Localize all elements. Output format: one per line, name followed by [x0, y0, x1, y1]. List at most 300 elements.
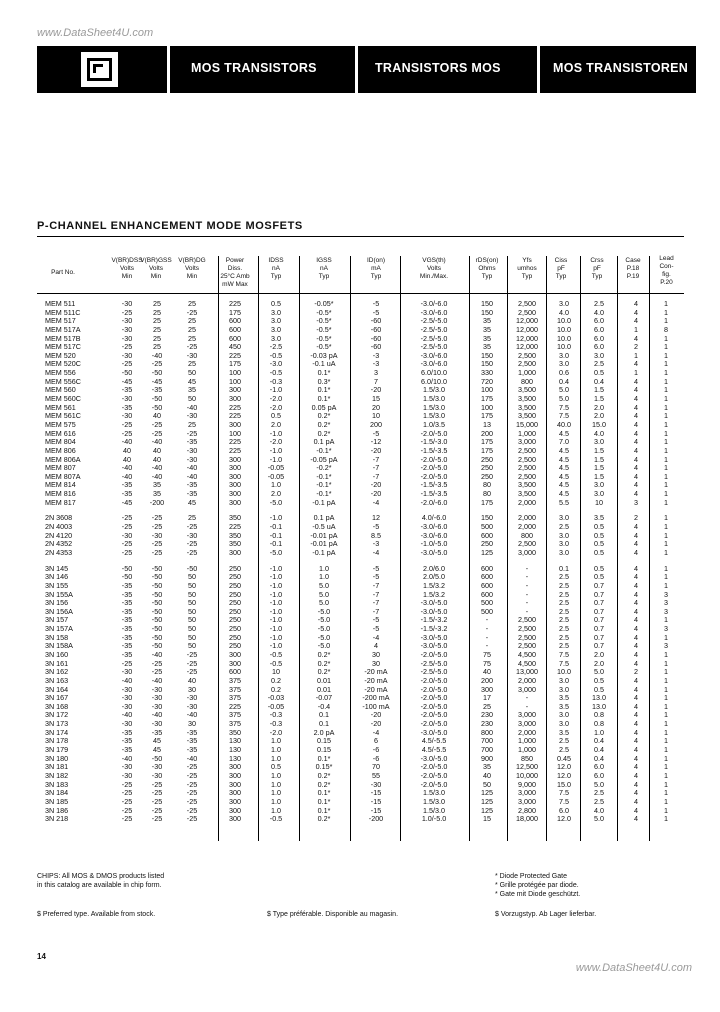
table-cell: -2.0/-5.0	[420, 463, 448, 473]
type-note-de: $ Vorzugstyp. Ab Lager lieferbar.	[495, 911, 597, 918]
table-row	[37, 481, 684, 490]
table-cell: 2,500	[518, 307, 536, 317]
table-cell: 45	[153, 736, 161, 746]
table-cell: 4	[634, 463, 638, 473]
table-cell: 0.1*	[317, 753, 331, 763]
table-cell: 4	[634, 632, 638, 642]
table-cell: 7.0	[559, 437, 569, 447]
table-cell: -2.0/-5.0	[420, 762, 448, 772]
table-cell: MEM 511C	[45, 307, 81, 317]
table-cell: 1	[664, 736, 668, 746]
table-cell: 230	[481, 719, 493, 729]
table-cell: 300	[229, 658, 241, 668]
table-cell: -35	[121, 489, 133, 499]
type-note-fr: $ Type préférable. Disponible au magasin.	[267, 911, 399, 918]
table-cell: 1	[664, 632, 668, 642]
table-cell: -30	[121, 719, 133, 729]
table-cell: -200	[149, 497, 165, 507]
table-cell: 4	[634, 684, 638, 694]
table-cell: 2N 4352	[45, 539, 73, 549]
table-cell: 0.5	[594, 563, 604, 573]
table-cell: 4	[634, 572, 638, 582]
table-cell: 3.5	[559, 693, 569, 703]
table-cell: 3.0	[271, 307, 281, 317]
table-cell: 3N 179	[45, 745, 69, 755]
table-cell: 1	[664, 745, 668, 755]
table-cell: 2,500	[518, 615, 536, 625]
table-cell: 6.0	[559, 805, 569, 815]
table-cell: 130	[229, 736, 241, 746]
table-cell: -25	[121, 796, 133, 806]
table-cell: 3.0	[559, 539, 569, 549]
table-cell: 5.0	[319, 598, 329, 608]
table-cell: 250	[229, 624, 241, 634]
table-cell: 12,000	[516, 316, 538, 326]
table-cell: 2N 4120	[45, 530, 73, 540]
table-cell: 50	[188, 606, 196, 616]
table-cell: 10.0	[557, 324, 571, 334]
table-cell: 0.2*	[317, 667, 331, 677]
table-cell: 0.8	[594, 710, 604, 720]
table-cell: -0.3	[269, 376, 283, 386]
table-cell: 0.1 pA	[313, 513, 335, 523]
table-cell: MEM 616	[45, 428, 76, 438]
table-cell: -20	[370, 445, 382, 455]
table-cell: 1.5/3.0	[423, 805, 445, 815]
table-cell: MEM 517A	[45, 324, 81, 334]
table-cell: 3.0	[594, 489, 604, 499]
table-cell: -0.5	[269, 649, 283, 659]
table-row	[37, 300, 684, 309]
table-cell: -30	[121, 350, 133, 360]
table-cell: -30	[121, 394, 133, 404]
table-body	[37, 300, 684, 824]
table-cell: 25	[153, 324, 161, 334]
table-cell: -50	[151, 606, 163, 616]
table-cell: 3,500	[518, 411, 536, 421]
table-cell: -40	[186, 471, 198, 481]
table-cell: 2,500	[518, 641, 536, 651]
table-cell: 4	[634, 606, 638, 616]
table-cell: 7.5	[559, 658, 569, 668]
table-cell: -25	[151, 419, 163, 429]
col-header: IDSS nA Typ	[268, 257, 284, 280]
table-cell: 3.5	[594, 513, 604, 523]
table-cell: 900	[481, 753, 493, 763]
table-cell: 4.5/-5.5	[421, 736, 447, 746]
table-cell: 5.0	[594, 667, 604, 677]
table-cell: -3.0/-5.0	[420, 547, 448, 557]
table-cell: 15.0	[557, 779, 571, 789]
table-cell: -30	[121, 667, 133, 677]
table-cell: -0.05 pA	[310, 454, 338, 464]
table-cell: 2,500	[518, 454, 536, 464]
table-cell: 3N 182	[45, 770, 69, 780]
table-cell: 1	[664, 513, 668, 523]
table-cell: -30	[121, 701, 133, 711]
table-row	[37, 686, 684, 695]
table-cell: 1	[664, 710, 668, 720]
table-cell: 55	[372, 770, 380, 780]
table-cell: -2.5/-5.0	[420, 667, 448, 677]
table-cell: 50	[188, 572, 196, 582]
table-cell: 3	[664, 641, 668, 651]
table-cell: 50	[188, 624, 196, 634]
table-cell: -6	[372, 745, 380, 755]
table-cell: -2.0/-5.0	[420, 710, 448, 720]
table-cell: 0.2*	[317, 779, 331, 789]
table-cell: 1	[664, 779, 668, 789]
table-cell: 12.0	[557, 762, 571, 772]
table-cell: 2,500	[518, 350, 536, 360]
table-cell: 0.1 pA	[313, 437, 335, 447]
table-row	[37, 634, 684, 643]
table-cell: -7	[372, 606, 380, 616]
table-cell: 3	[664, 598, 668, 608]
table-row	[37, 369, 684, 378]
table-cell: -20	[370, 385, 382, 395]
banner-title-en: MOS TRANSISTORS	[191, 61, 317, 75]
preferred-note: $ Preferred type. Available from stock.	[37, 911, 156, 918]
table-cell: -50	[151, 402, 163, 412]
table-cell: 2.5	[559, 572, 569, 582]
table-cell: -25	[151, 779, 163, 789]
table-cell: -35	[121, 606, 133, 616]
table-cell: 1	[664, 316, 668, 326]
table-row	[37, 404, 684, 413]
col-header: V(BR)DG Volts Min	[178, 257, 206, 280]
table-cell: -	[525, 563, 529, 573]
table-cell: 250	[229, 641, 241, 651]
table-cell: -25	[151, 805, 163, 815]
table-cell: -35	[186, 736, 198, 746]
table-cell: 3N 145	[45, 563, 69, 573]
table-cell: -35	[121, 480, 133, 490]
table-cell: -0.01 pA	[310, 539, 338, 549]
section-heading: P-CHANNEL ENHANCEMENT MODE MOSFETS	[37, 220, 303, 232]
table-cell: 600	[229, 316, 241, 326]
table-cell: 3	[374, 368, 378, 378]
table-cell: 4	[634, 471, 638, 481]
table-row	[37, 317, 684, 326]
table-cell: -0.5 uA	[312, 522, 336, 532]
table-cell: 4	[634, 598, 638, 608]
table-cell: -25	[151, 796, 163, 806]
table-cell: MEM 816	[45, 489, 76, 499]
table-cell: 0.45	[557, 753, 571, 763]
table-cell: -	[525, 572, 529, 582]
table-row	[37, 729, 684, 738]
table-cell: -0.5*	[316, 307, 332, 317]
table-cell: 0.7	[594, 624, 604, 634]
table-cell: -30	[186, 693, 198, 703]
table-cell: 8	[664, 324, 668, 334]
table-cell: 600	[229, 667, 241, 677]
table-cell: 500	[481, 606, 493, 616]
table-cell: 4,500	[518, 649, 536, 659]
table-cell: -	[525, 580, 529, 590]
table-row	[37, 473, 684, 482]
table-cell: 175	[229, 307, 241, 317]
table-cell: MEM 560C	[45, 394, 81, 404]
table-cell: -1.5/-3.2	[420, 615, 448, 625]
table-cell: 1	[664, 530, 668, 540]
table-cell: 150	[481, 307, 493, 317]
col-header: ID(on) mA Typ	[366, 257, 386, 280]
table-cell: 0.5	[594, 547, 604, 557]
table-cell: 2N 3608	[45, 513, 73, 523]
table-cell: 4	[634, 394, 638, 404]
table-cell: 7.5	[559, 411, 569, 421]
table-cell: 4	[634, 489, 638, 499]
table-cell: -2.0/-5.0	[420, 428, 448, 438]
table-cell: 1.5	[594, 445, 604, 455]
table-cell: -0.5*	[316, 316, 332, 326]
banner-title-fr: TRANSISTORS MOS	[375, 61, 501, 75]
table-cell: -1.0/-5.0	[420, 539, 448, 549]
table-cell: 4	[634, 316, 638, 326]
table-cell: 3.5	[559, 727, 569, 737]
table-cell: 350	[229, 530, 241, 540]
table-cell: 3,500	[518, 394, 536, 404]
table-cell: 500	[481, 598, 493, 608]
table-cell: -60	[370, 333, 382, 343]
table-cell: 250	[481, 471, 493, 481]
table-cell: -0.5*	[316, 333, 332, 343]
table-cell: -4	[372, 632, 380, 642]
table-row	[37, 642, 684, 651]
table-cell: -60	[370, 324, 382, 334]
table-cell: 0.4	[594, 376, 604, 386]
table-cell: 3N 155	[45, 580, 69, 590]
table-cell: 125	[481, 788, 493, 798]
table-cell: 250	[229, 598, 241, 608]
table-cell: -0.2*	[316, 463, 332, 473]
table-cell: 2.5	[559, 522, 569, 532]
table-cell: 10	[595, 497, 603, 507]
table-cell: -30	[121, 684, 133, 694]
table-cell: 18,000	[516, 814, 538, 824]
table-cell: MEM 804	[45, 437, 76, 447]
table-cell: 1.0	[271, 745, 281, 755]
table-row	[37, 608, 684, 617]
table-cell: 2,500	[518, 471, 536, 481]
table-cell: -30	[186, 445, 198, 455]
col-header: Power Diss. 25°C Amb mW Max	[220, 257, 250, 288]
table-cell: -3.0/-5.0	[420, 598, 448, 608]
table-cell: -35	[121, 727, 133, 737]
table-cell: -5	[372, 428, 380, 438]
table-cell: 3N 168	[45, 701, 69, 711]
table-cell: 3.0	[559, 710, 569, 720]
table-cell: -50	[121, 572, 133, 582]
table-cell: -25	[121, 658, 133, 668]
table-cell: 3N 160	[45, 649, 69, 659]
table-cell: 3N 146	[45, 572, 69, 582]
table-row	[37, 326, 684, 335]
table-cell: -4	[372, 727, 380, 737]
table-cell: 0.3*	[317, 376, 331, 386]
table-cell: 300	[229, 419, 241, 429]
table-cell: 4	[634, 563, 638, 573]
table-cell: -35	[186, 489, 198, 499]
table-cell: 175	[481, 445, 493, 455]
table-cell: 1.0	[271, 796, 281, 806]
table-cell: 300	[229, 770, 241, 780]
table-cell: 3N 157	[45, 615, 69, 625]
table-cell: MEM 520C	[45, 359, 81, 369]
table-cell: 0.2*	[317, 419, 331, 429]
table-cell: -35	[121, 580, 133, 590]
table-cell: -50	[151, 589, 163, 599]
table-cell: 4	[634, 522, 638, 532]
table-cell: 600	[481, 589, 493, 599]
table-cell: -3.0/-6.0	[420, 359, 448, 369]
table-cell: 200	[481, 428, 493, 438]
table-cell: 250	[481, 454, 493, 464]
table-cell: 250	[481, 539, 493, 549]
table-cell: -5.0	[269, 547, 283, 557]
table-cell: 1.0	[271, 736, 281, 746]
table-cell: -3.0/-5.0	[420, 641, 448, 651]
table-cell: 225	[229, 402, 241, 412]
table-cell: -35	[151, 385, 163, 395]
table-cell: 80	[483, 489, 491, 499]
table-cell: 0.1*	[317, 385, 331, 395]
table-cell: -3.0/-6.0	[420, 522, 448, 532]
table-cell: 4	[634, 333, 638, 343]
table-cell: -30	[121, 411, 133, 421]
table-cell: 225	[229, 350, 241, 360]
table-cell: -0.1 uA	[312, 359, 336, 369]
table-cell: -30	[121, 316, 133, 326]
table-cell: -45	[151, 376, 163, 386]
table-row	[37, 798, 684, 807]
table-cell: 2N 4003	[45, 522, 73, 532]
table-cell: -1.0	[269, 589, 283, 599]
table-cell: -2.0/-5.0	[420, 471, 448, 481]
table-cell: 1	[664, 489, 668, 499]
table-cell: -40	[186, 753, 198, 763]
table-cell: 35	[153, 489, 161, 499]
table-cell: -50	[151, 598, 163, 608]
table-cell: 25	[153, 342, 161, 352]
table-cell: 300	[229, 779, 241, 789]
table-cell: 6.0	[594, 316, 604, 326]
table-cell: 225	[229, 445, 241, 455]
table-cell: 0.2*	[317, 658, 331, 668]
table-cell: -50	[151, 615, 163, 625]
table-cell: 3,000	[518, 788, 536, 798]
table-cell: -35	[186, 437, 198, 447]
table-cell: 3N 173	[45, 719, 69, 729]
table-cell: 75	[483, 649, 491, 659]
table-cell: -25	[151, 539, 163, 549]
table-cell: 7.5	[559, 788, 569, 798]
table-cell: 2.5	[559, 632, 569, 642]
table-cell: -12	[370, 437, 382, 447]
table-cell: -3	[372, 350, 380, 360]
table-cell: 15	[483, 814, 491, 824]
table-cell: 50	[188, 580, 196, 590]
table-cell: -60	[370, 342, 382, 352]
table-cell: MEM 517C	[45, 342, 81, 352]
table-cell: 375	[229, 710, 241, 720]
table-cell: -35	[186, 745, 198, 755]
table-cell: 13.0	[592, 701, 606, 711]
table-cell: 500	[481, 522, 493, 532]
table-cell: 150	[481, 359, 493, 369]
table-cell: 25	[153, 307, 161, 317]
table-cell: 75	[483, 658, 491, 668]
table-cell: -2.0/-5.0	[420, 649, 448, 659]
table-cell: -5	[372, 624, 380, 634]
table-cell: 12,500	[516, 762, 538, 772]
table-cell: 100	[229, 368, 241, 378]
table-cell: 1	[664, 471, 668, 481]
table-cell: MEM 556	[45, 368, 76, 378]
table-cell: 20	[372, 402, 380, 412]
table-cell: 1.5	[594, 471, 604, 481]
table-cell: -5.0	[317, 615, 331, 625]
table-cell: -25	[186, 342, 198, 352]
table-cell: 4.5	[559, 428, 569, 438]
table-cell: 300	[229, 497, 241, 507]
table-cell: 2,500	[518, 632, 536, 642]
table-cell: 6.0/10.0	[421, 368, 447, 378]
table-cell: 3	[634, 497, 638, 507]
table-cell: -1.5/-3.2	[420, 624, 448, 634]
table-cell: 1.5	[594, 463, 604, 473]
table-cell: 30	[372, 658, 380, 668]
table-cell: 4.5	[559, 445, 569, 455]
table-cell: -2.0	[269, 727, 283, 737]
table-cell: 225	[229, 522, 241, 532]
table-cell: 100	[481, 385, 493, 395]
table-cell: 4	[634, 693, 638, 703]
table-cell: -30	[121, 324, 133, 334]
table-row	[37, 549, 684, 558]
table-cell: 12	[372, 513, 380, 523]
table-cell: 1	[664, 658, 668, 668]
table-cell: 1.0	[271, 779, 281, 789]
table-cell: 1.5	[594, 454, 604, 464]
table-cell: 4	[634, 299, 638, 308]
table-cell: -40	[151, 437, 163, 447]
table-cell: 600	[229, 324, 241, 334]
table-cell: 250	[229, 615, 241, 625]
table-cell: 40	[123, 445, 131, 455]
table-cell: -50	[151, 641, 163, 651]
table-cell: -3.0/-5.0	[420, 632, 448, 642]
table-cell: -25	[186, 547, 198, 557]
table-row	[37, 540, 684, 549]
table-cell: 1	[664, 497, 668, 507]
table-cell: 1.0	[271, 753, 281, 763]
table-cell: 2,000	[518, 513, 536, 523]
table-cell: -35	[121, 736, 133, 746]
table-cell: 0.7	[594, 632, 604, 642]
table-cell: 1	[664, 437, 668, 447]
table-cell: 3N 163	[45, 675, 69, 685]
table-cell: 4,500	[518, 658, 536, 668]
table-cell: 1	[664, 675, 668, 685]
table-cell: 1,000	[518, 736, 536, 746]
table-cell: -40	[151, 649, 163, 659]
table-cell: -7	[372, 454, 380, 464]
table-cell: -	[525, 589, 529, 599]
table-cell: 50	[188, 589, 196, 599]
